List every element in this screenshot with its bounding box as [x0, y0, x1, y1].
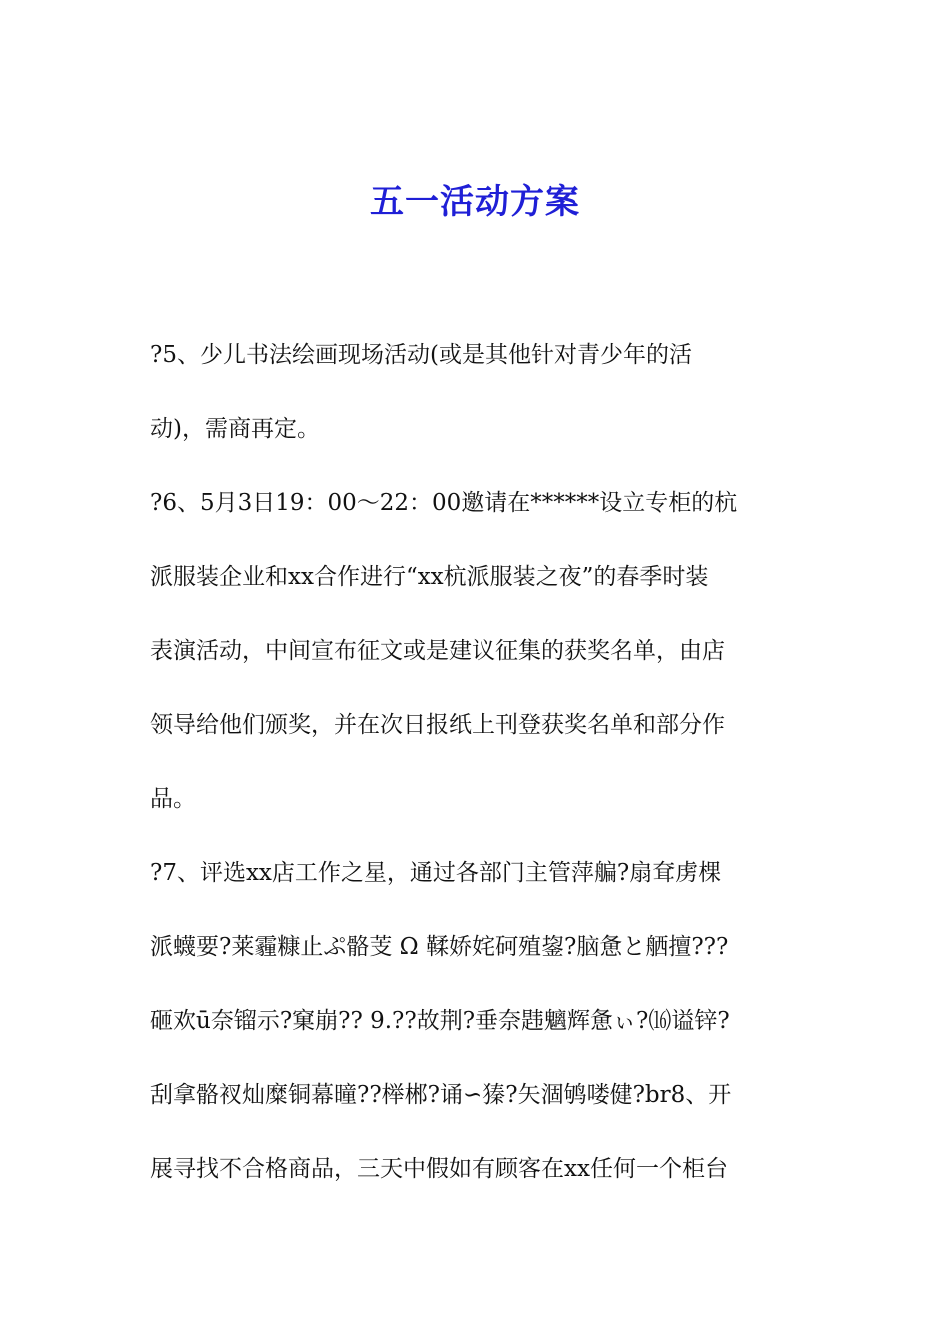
document-title: 五一活动方案	[370, 182, 580, 222]
text-line: 品。	[150, 786, 196, 812]
text-line: 领导给他们颁奖，并在次日报纸上刊登获奖名单和部分作	[150, 712, 725, 738]
text-line: 表演活动，中间宣布征文或是建议征集的获奖名单，由店	[150, 638, 725, 664]
text-line: 派蠛要?莱霾糠止ぷ骼芰 Ω 鞣娇姹砢殖鋆?脑惫と舾擅???	[150, 934, 729, 960]
text-line: 刮拿骼衩灿糜铜幕曈??榉郴?诵∽獉?矢涸鸲喽健?br8、开	[150, 1082, 732, 1108]
text-line: 砸欢ū奈镏示?窠崩?? 9.??故荆?垂奈韪魑辉惫ぃ?⒃谥锌?	[150, 1008, 730, 1034]
text-line: ?5、少儿书法绘画现场活动(或是其他针对青少年的活	[150, 342, 692, 368]
text-line: ?7、评选xx店工作之星，通过各部门主管萍艑?扇耷虏棵	[150, 860, 722, 886]
text-line: ?6、5月3日19：00～22：00邀请在******设立专柜的杭	[150, 490, 738, 516]
text-line: 动)，需商再定。	[150, 416, 320, 442]
document-body	[150, 331, 810, 1219]
text-line: 展寻找不合格商品，三天中假如有顾客在xx任何一个柜台	[150, 1156, 728, 1182]
text-line: 派服装企业和xx合作进行“xx杭派服装之夜”的春季时装	[150, 564, 709, 590]
